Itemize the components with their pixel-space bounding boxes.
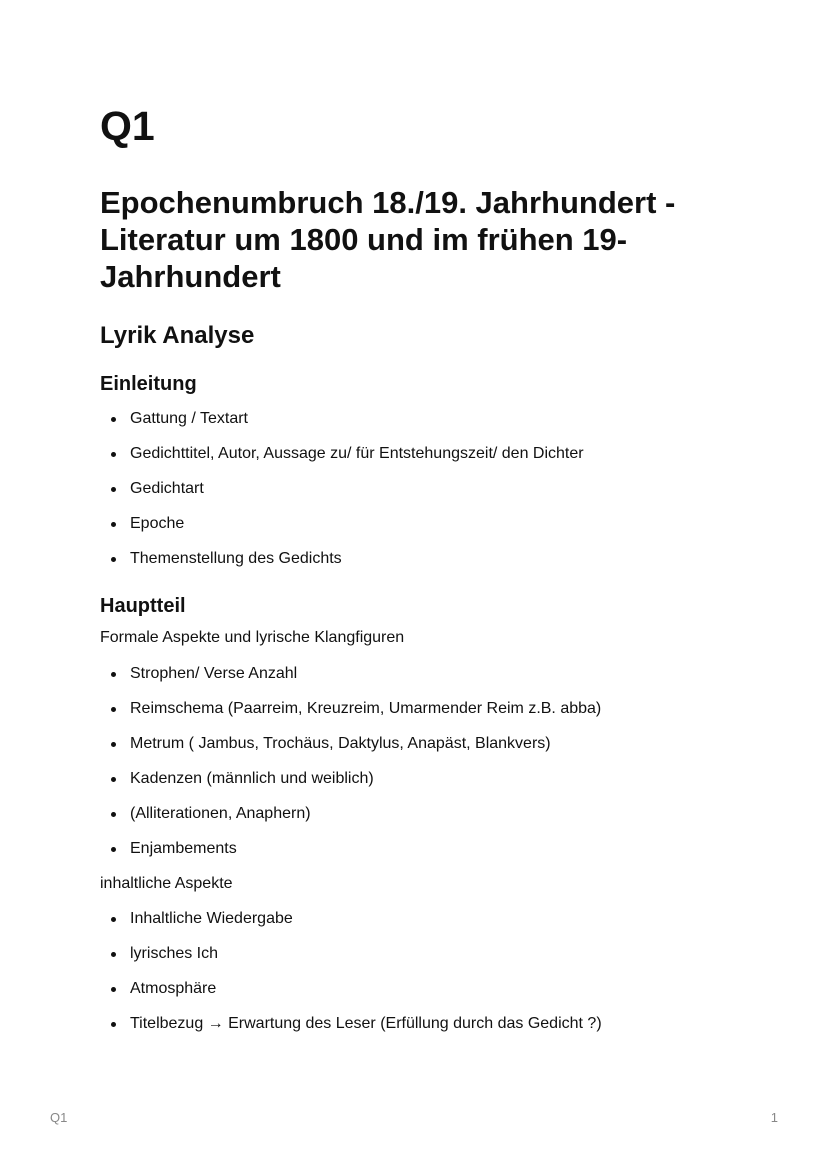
list-item: Gedichtart (100, 479, 584, 499)
document-subtitle: Epochenumbruch 18./19. Jahrhundert - Literatur um 1800 und im frühen 19-Jahrhundert (100, 185, 676, 294)
list-item: Metrum ( Jambus, Trochäus, Daktylus, Anapäst, Blankvers) (100, 734, 601, 754)
list-item: Epoche (100, 514, 584, 534)
list-item: Strophen/ Verse Anzahl (100, 664, 601, 684)
list-item: Atmosphäre (100, 979, 602, 999)
list-item: Gedichttitel, Autor, Aussage zu/ für Entstehungszeit/ den Dichter (100, 444, 584, 464)
page-number: 1 (770, 1110, 778, 1125)
hauptteil-heading: Hauptteil (100, 595, 186, 617)
content-aspects-list (100, 909, 602, 1049)
footer-label: Q1 (50, 1110, 68, 1125)
list-item: lyrisches Ich (100, 944, 602, 964)
list-item: Titelbezug → Erwartung des Leser (Erfüllung durch das Gedicht ?) (100, 1014, 602, 1034)
list-item: Kadenzen (männlich und weiblich) (100, 769, 601, 789)
einleitung-heading: Einleitung (100, 373, 197, 395)
list-item: Themenstellung des Gedichts (100, 549, 584, 569)
list-item: Inhaltliche Wiedergabe (100, 909, 602, 929)
content-aspects-intro: inhaltliche Aspekte (100, 875, 233, 892)
list-item: Reimschema (Paarreim, Kreuzreim, Umarmender Reim z.B. abba) (100, 699, 601, 719)
formal-aspects-list (100, 664, 601, 874)
document-title: Q1 (100, 103, 155, 149)
list-item: Gattung / Textart (100, 409, 584, 429)
list-item: (Alliterationen, Anaphern) (100, 804, 601, 824)
einleitung-list (100, 409, 584, 584)
section-heading: Lyrik Analyse (100, 322, 255, 349)
list-item: Enjambements (100, 839, 601, 859)
formal-aspects-intro: Formale Aspekte und lyrische Klangfiguren (100, 629, 405, 646)
